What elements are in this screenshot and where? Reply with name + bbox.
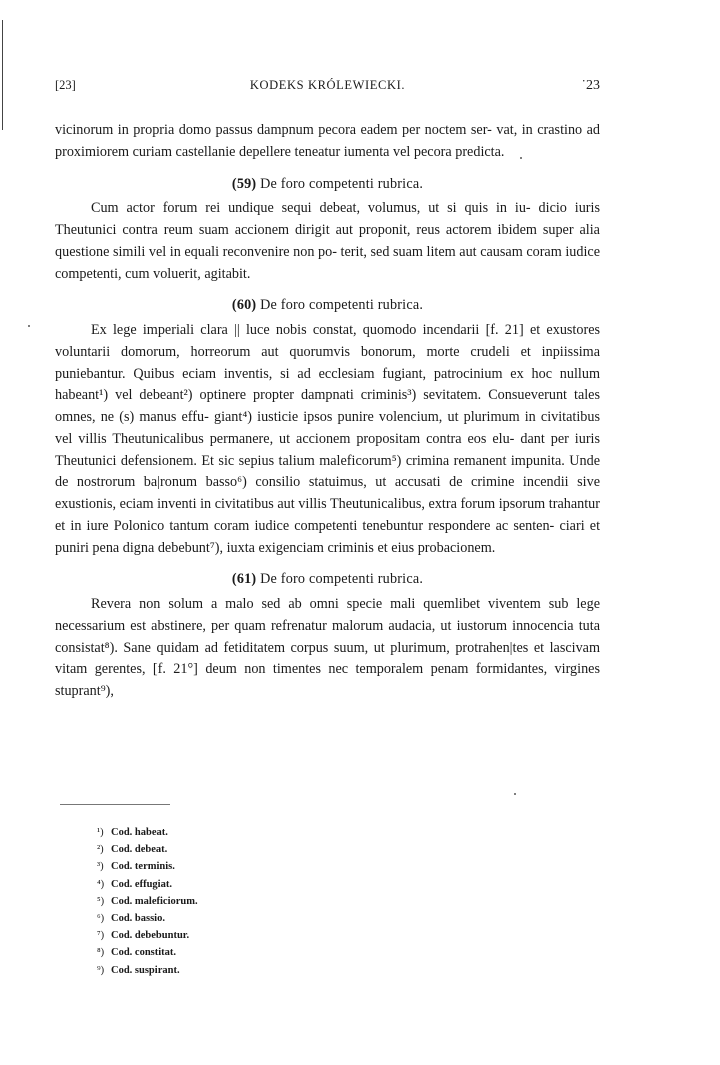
footnote-separator bbox=[60, 804, 170, 805]
footnote-text: Cod. effugiat. bbox=[111, 878, 172, 890]
section-number: (60) bbox=[231, 297, 257, 314]
section-heading-60 bbox=[55, 295, 600, 317]
text-line: dampnati criminis³) sevitatem. Consueverunt tales omnes, ne (s) manus effu- bbox=[55, 387, 600, 425]
footnote-text: Cod. habeat. bbox=[111, 827, 168, 838]
page-ref-left: [23] bbox=[55, 78, 76, 92]
footnote-text: Cod. terminis. bbox=[111, 861, 175, 873]
text-line: dant per iuris Theutunici defensionem. Et sic sepius talium maleficorum⁵) bbox=[55, 430, 601, 469]
footnote-marker: ⁹) bbox=[97, 964, 105, 976]
footnote-marker: ²) bbox=[97, 844, 104, 856]
text-line: Ex lege imperiali clara || luce nobis constat, quomodo incendarii [f. 21] bbox=[91, 322, 524, 338]
footnote-marker: ⁴) bbox=[97, 878, 105, 890]
running-header bbox=[55, 78, 600, 98]
footnote-6 bbox=[97, 910, 198, 927]
text-line: vicinorum in propria domo passus dampnum pecora eadem per noctem ser- bbox=[55, 122, 492, 138]
footnote-3 bbox=[97, 858, 198, 875]
text-line: villis Theutunicalibus permanere, ut accionem propositam contra eos elu- bbox=[78, 430, 515, 447]
section-59-paragraph bbox=[55, 198, 600, 285]
text-line: probacionem. bbox=[417, 539, 496, 556]
section-title: De foro competenti rubrica. bbox=[260, 571, 424, 588]
text-line: et exustores voluntarii domorum, horreorum aut quorumvis bonorum, morte bbox=[55, 322, 601, 360]
section-title: De foro competenti rubrica. bbox=[260, 297, 424, 314]
running-title: KODEKS KRÓLEWIECKI. bbox=[249, 78, 406, 92]
footnote-marker: ³) bbox=[97, 861, 104, 873]
scan-speck bbox=[28, 325, 30, 327]
footnote-marker: ⁶) bbox=[97, 913, 105, 925]
text-line: dicio iuris Theutunici contra reum suam accionem dirigit aut proponit, reus bbox=[55, 200, 600, 238]
scan-edge-mark bbox=[2, 20, 3, 130]
text-line: Polonico tantum coram iudice competenti tenebuntur respondere ac senten- bbox=[113, 517, 555, 534]
text-line: sub lege necessarium est abstinere, per quam refrenatur malorum audacia, bbox=[55, 596, 600, 634]
main-text bbox=[55, 120, 600, 703]
footnote-5 bbox=[97, 893, 198, 910]
text-line: ciari et puniri pena digna debebunt⁷), iuxta exigenciam criminis et eius bbox=[55, 517, 601, 556]
text-line: crudeli et inpiissima puniebantur. Quibus eciam inventis, si ad ecclesiam bbox=[55, 343, 601, 382]
text-line: terit, sed suam litem aut causam coram iudice competenti, cum voluerit, bbox=[55, 243, 601, 282]
section-title: De foro competenti rubrica. bbox=[260, 175, 424, 192]
text-line: fugiant, patrocinium ex hoc nullum habeant¹) vel debeant²) optinere propter bbox=[55, 365, 601, 404]
text-line: deum non timentes nec temporalem penam formidantes, virgines stuprant⁹), bbox=[55, 661, 600, 699]
footnote-4 bbox=[97, 876, 198, 893]
footnote-8 bbox=[97, 944, 198, 961]
section-number: (61) bbox=[231, 571, 257, 588]
footnote-marker: ¹) bbox=[97, 827, 104, 838]
text-line: suum, ut plurimum, protrahen|tes et lascivam vitam gerentes, [f. 21°] bbox=[55, 639, 601, 678]
footnote-marker: ⁵) bbox=[97, 895, 105, 907]
section-number: (59) bbox=[231, 175, 257, 192]
footnote-text: Cod. bassio. bbox=[111, 913, 165, 925]
footnote-marker: ⁸) bbox=[97, 947, 105, 959]
text-line: Cum actor forum rei undique sequi debeat, volumus, ut si quis in iu- bbox=[91, 200, 531, 217]
footnotes bbox=[97, 824, 198, 979]
footnote-marker: ⁷) bbox=[97, 930, 105, 942]
section-61-paragraph bbox=[55, 594, 600, 703]
scan-speck bbox=[514, 793, 516, 795]
footnote-1 bbox=[97, 824, 198, 841]
text-line: ut iustorum innocencia tuta consistat⁸). Sane quidam ad fetiditatem corpus bbox=[55, 617, 601, 656]
page-number: ˙23 bbox=[581, 78, 600, 93]
text-line: vel pecora predicta. bbox=[393, 143, 505, 160]
footnote-7 bbox=[97, 927, 198, 944]
text-line: Revera non solum a malo sed ab omni specie mali quemlibet viventem bbox=[91, 596, 541, 612]
footnote-text: Cod. constitat. bbox=[111, 947, 177, 959]
footnote-text: Cod. maleficiorum. bbox=[111, 895, 198, 907]
footnote-text: Cod. suspirant. bbox=[111, 964, 180, 976]
text-line: civitatibus aut villis Theutunicalibus, extra forum ipsorum trahantur et in iure bbox=[55, 496, 600, 534]
text-line: actorem ibidem super alia questione simili vel in equali reconvenire non po- bbox=[55, 222, 600, 260]
intro-paragraph bbox=[55, 120, 600, 164]
text-line: giant⁴) iusticie ipsos punire volencium, ut plurimum in civitatibus vel bbox=[55, 409, 601, 447]
section-heading-61 bbox=[55, 569, 600, 591]
text-line: crimina remanent impunita. Unde de nostrorum ba|ronum basso⁶) consilio bbox=[55, 452, 600, 491]
text-line: vat, in crastino ad proximiorem curiam castellanie depellere teneatur iumenta bbox=[55, 122, 601, 160]
text-line: agitabit. bbox=[204, 265, 251, 282]
footnote-9 bbox=[97, 962, 198, 979]
footnote-2 bbox=[97, 841, 198, 858]
footnote-text: Cod. debebuntur. bbox=[111, 930, 190, 942]
footnote-text: Cod. debeat. bbox=[111, 844, 168, 856]
section-60-paragraph bbox=[55, 320, 600, 559]
text-line: statuimus, ut accusati de crimine incendii sive exustionis, eciam inventi in bbox=[55, 474, 601, 512]
section-heading-59 bbox=[55, 174, 600, 196]
